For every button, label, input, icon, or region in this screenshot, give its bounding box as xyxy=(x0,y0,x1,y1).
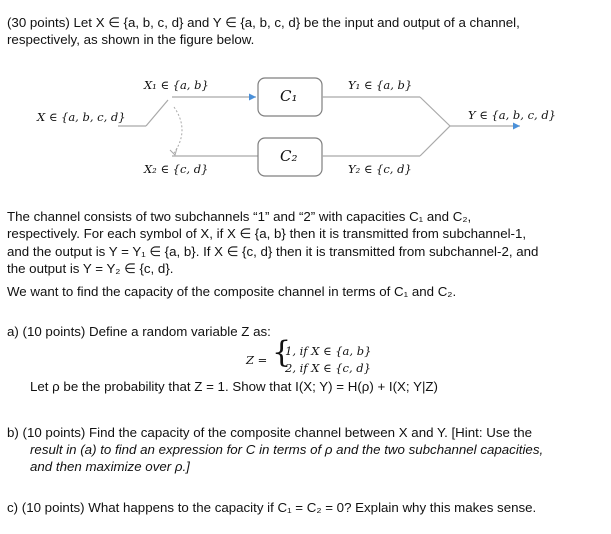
x1-label: X₁ ∈ {a, b} xyxy=(144,78,209,92)
problem-header-line-1: (30 points) Let X ∈ {a, b, c, d} and Y ∈ {a, b, c, d} be the input and output of a channel, xyxy=(7,15,520,30)
switch-curve-arrow xyxy=(174,107,182,153)
part-b-line-1: b) (10 points) Find the capacity of the composite channel between X and Y. [Hint: Use the xyxy=(7,425,533,440)
body-line-5: We want to find the capacity of the composite channel in terms of C₁ and C₂. xyxy=(7,284,457,299)
body-line-3: and the output is Y = Y₁ ∈ {a, b}. If X ∈ {c, d} then it is transmitted from subchannel-2, and xyxy=(7,244,539,259)
part-b-line-2: result in (a) to find an expression for C in terms of ρ and the two subchannel capacities, xyxy=(30,442,544,457)
merge-line-bottom xyxy=(420,126,450,156)
switch-line xyxy=(146,100,168,126)
body-line-1: The channel consists of two subchannels “1” and “2” with capacities C₁ and C₂, xyxy=(7,209,472,224)
y2-label: Y₂ ∈ {c, d} xyxy=(348,162,412,176)
body-line-2: respectively. For each symbol of X, if X ∈ {a, b} then it is transmitted from subchannel-1, xyxy=(7,226,527,241)
part-a-case-2: 2, if X ∈ {c, d} xyxy=(285,361,371,375)
x2-label: X₂ ∈ {c, d} xyxy=(144,162,209,176)
problem-header-line-2: respectively, as shown in the figure below. xyxy=(7,32,255,47)
part-a-z-equals: Z = xyxy=(246,353,268,367)
part-a-line-1: a) (10 points) Define a random variable Z as: xyxy=(7,324,271,339)
part-c-line-1: c) (10 points) What happens to the capacity if C₁ = C₂ = 0? Explain why this makes sense. xyxy=(7,500,537,515)
part-a-line-2: Let ρ be the probability that Z = 1. Show that I(X; Y) = H(ρ) + I(X; Y|Z) xyxy=(30,379,438,394)
part-a-case-1: 1, if X ∈ {a, b} xyxy=(285,344,372,358)
merge-line-top xyxy=(420,97,450,126)
input-label: X ∈ {a, b, c, d} xyxy=(37,110,126,124)
c2-label: C₂ xyxy=(280,147,298,165)
body-line-4: the output is Y = Y₂ ∈ {c, d}. xyxy=(7,261,174,276)
part-b-line-3: and then maximize over ρ.] xyxy=(30,459,190,474)
part-a-brace: { xyxy=(272,335,292,370)
output-label: Y ∈ {a, b, c, d} xyxy=(468,108,557,122)
c1-label: C₁ xyxy=(280,87,298,105)
y1-label: Y₁ ∈ {a, b} xyxy=(348,78,413,92)
